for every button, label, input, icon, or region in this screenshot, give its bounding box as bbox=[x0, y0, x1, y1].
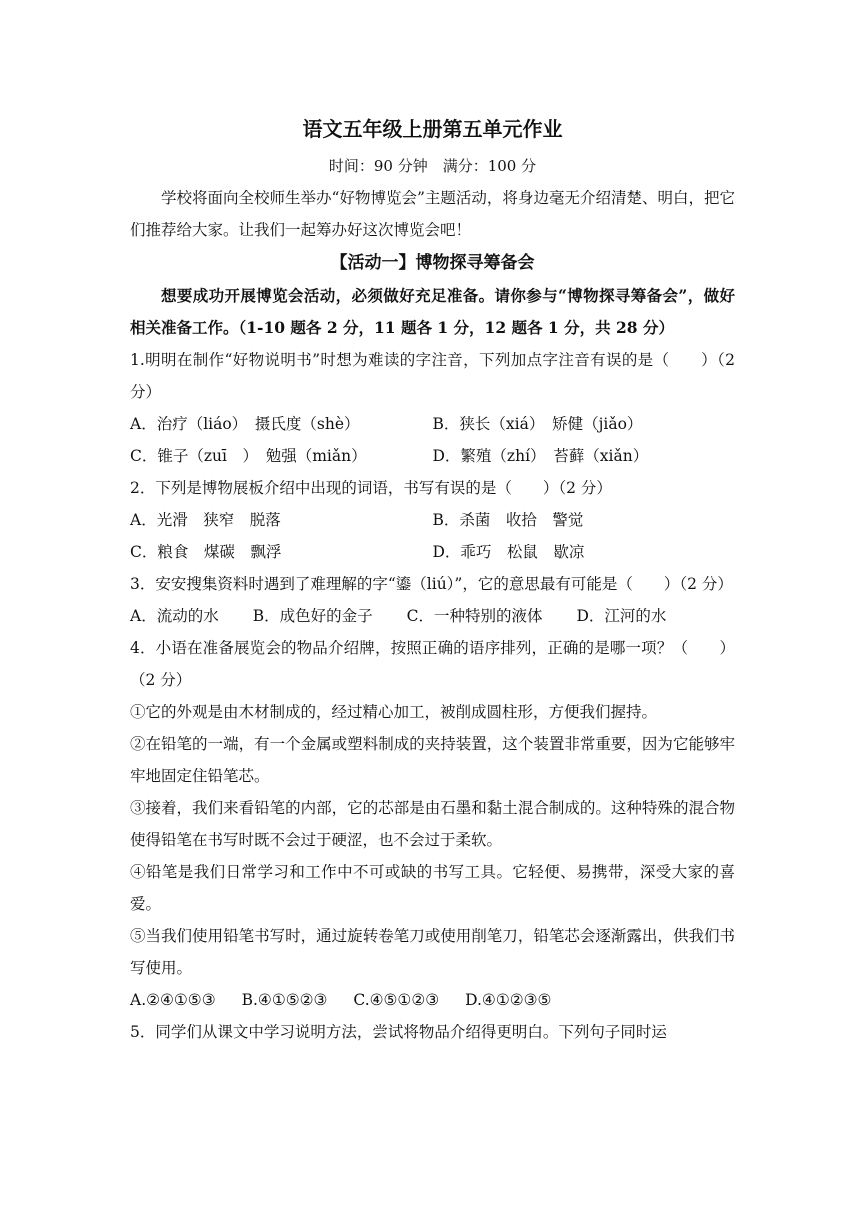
question-2-options-row-1 bbox=[130, 504, 735, 536]
question-1-options-row-2 bbox=[130, 440, 735, 472]
question-4-sentence-4: ④铅笔是我们日常学习和工作中不可或缺的书写工具。它轻便、易携带，深受大家的喜爱。 bbox=[130, 863, 735, 913]
question-1-option-d: D．繁殖（zhí） 苔藓（xiǎn） bbox=[432, 447, 649, 465]
question-4-sentence-1: ①它的外观是由木材制成的，经过精心加工，被削成圆柱形，方便我们握持。 bbox=[130, 703, 658, 721]
question-1-stem: 1.明明在制作“好物说明书”时想为难读的字注音，下列加点字注音有误的是（ ）（2 分） bbox=[130, 351, 735, 401]
question-1-options-row-1 bbox=[130, 408, 735, 440]
page-title: 语文五年级上册第五单元作业 bbox=[302, 117, 563, 141]
question-2-option-c: C．粮食 煤碳 飘浮 bbox=[130, 543, 282, 561]
document-content bbox=[130, 110, 735, 1048]
intro-paragraph: 学校将面向全校师生举办“好物博览会”主题活动，将身边毫无介绍清楚、明白，把它们推荐给大家。让我们一起筹办好这次博览会吧！ bbox=[130, 189, 735, 239]
question-4-option-a: A.②④①⑤③ bbox=[130, 991, 216, 1009]
question-1-option-c: C．锥子（zuī ） 勉强（miǎn） bbox=[130, 447, 367, 465]
question-3-stem: 3．安安搜集资料时遇到了难理解的字“鎏（liú）”，它的意思最有可能是（ ）（2 分） bbox=[130, 575, 733, 593]
question-3-option-d: D．江河的水 bbox=[576, 607, 667, 625]
question-2-option-b: B．杀菌 收拾 警觉 bbox=[432, 511, 584, 529]
question-4-option-b: B.④①⑤②③ bbox=[241, 991, 328, 1009]
question-1-option-b: B．狭长（xiá） 矫健（jiǎo） bbox=[432, 415, 643, 433]
question-3-option-c: C．一种特别的液体 bbox=[406, 607, 543, 625]
question-2-stem: 2．下列是博物展板介绍中出现的词语，书写有误的是（ ）（2 分） bbox=[130, 479, 612, 497]
exam-meta: 时间：90 分钟 满分：100 分 bbox=[328, 157, 537, 175]
question-4-sentence-3: ③接着，我们来看铅笔的内部，它的芯部是由石墨和黏土混合制成的。这种特殊的混合物使得铅笔在书写时既不会过于硬涩，也不会过于柔软。 bbox=[130, 799, 735, 849]
question-4-sentence-2: ②在铅笔的一端，有一个金属或塑料制成的夹持装置，这个装置非常重要，因为它能够牢牢地固定住铅笔芯。 bbox=[130, 735, 735, 785]
section-instruction: 想要成功开展博览会活动，必须做好充足准备。请你参与“博物探寻筹备会”，做好相关准备工作。（1-10 题各 2 分，11 题各 1 分，12 题各 1 分，共 28 分） bbox=[130, 286, 735, 337]
question-3-options bbox=[130, 600, 735, 632]
question-1-option-a: A．治疗（liáo） 摄氏度（shè） bbox=[130, 415, 360, 433]
question-3-option-b: B．成色好的金子 bbox=[252, 607, 373, 625]
question-4-sentence-5: ⑤当我们使用铅笔书写时，通过旋转卷笔刀或使用削笔刀，铅笔芯会逐渐露出，供我们书写使用。 bbox=[130, 927, 735, 977]
question-5-stem: 5．同学们从课文中学习说明方法，尝试将物品介绍得更明白。下列句子同时运 bbox=[130, 1023, 667, 1041]
question-2-options-row-2 bbox=[130, 536, 735, 568]
question-4-stem: 4．小语在准备展览会的物品介绍牌，按照正确的语序排列，正确的是哪一项？（ ）（2 分） bbox=[130, 639, 735, 689]
question-2-option-d: D．乖巧 松鼠 歇凉 bbox=[432, 543, 585, 561]
section-title: 【活动一】博物探寻筹备会 bbox=[330, 253, 535, 273]
question-4-option-d: D.④①②③⑤ bbox=[465, 991, 552, 1009]
question-2-option-a: A．光滑 狭窄 脱落 bbox=[130, 511, 281, 529]
question-4-options bbox=[130, 984, 735, 1016]
question-4-option-c: C.④⑤①②③ bbox=[353, 991, 440, 1009]
question-3-option-a: A．流动的水 bbox=[130, 607, 219, 625]
